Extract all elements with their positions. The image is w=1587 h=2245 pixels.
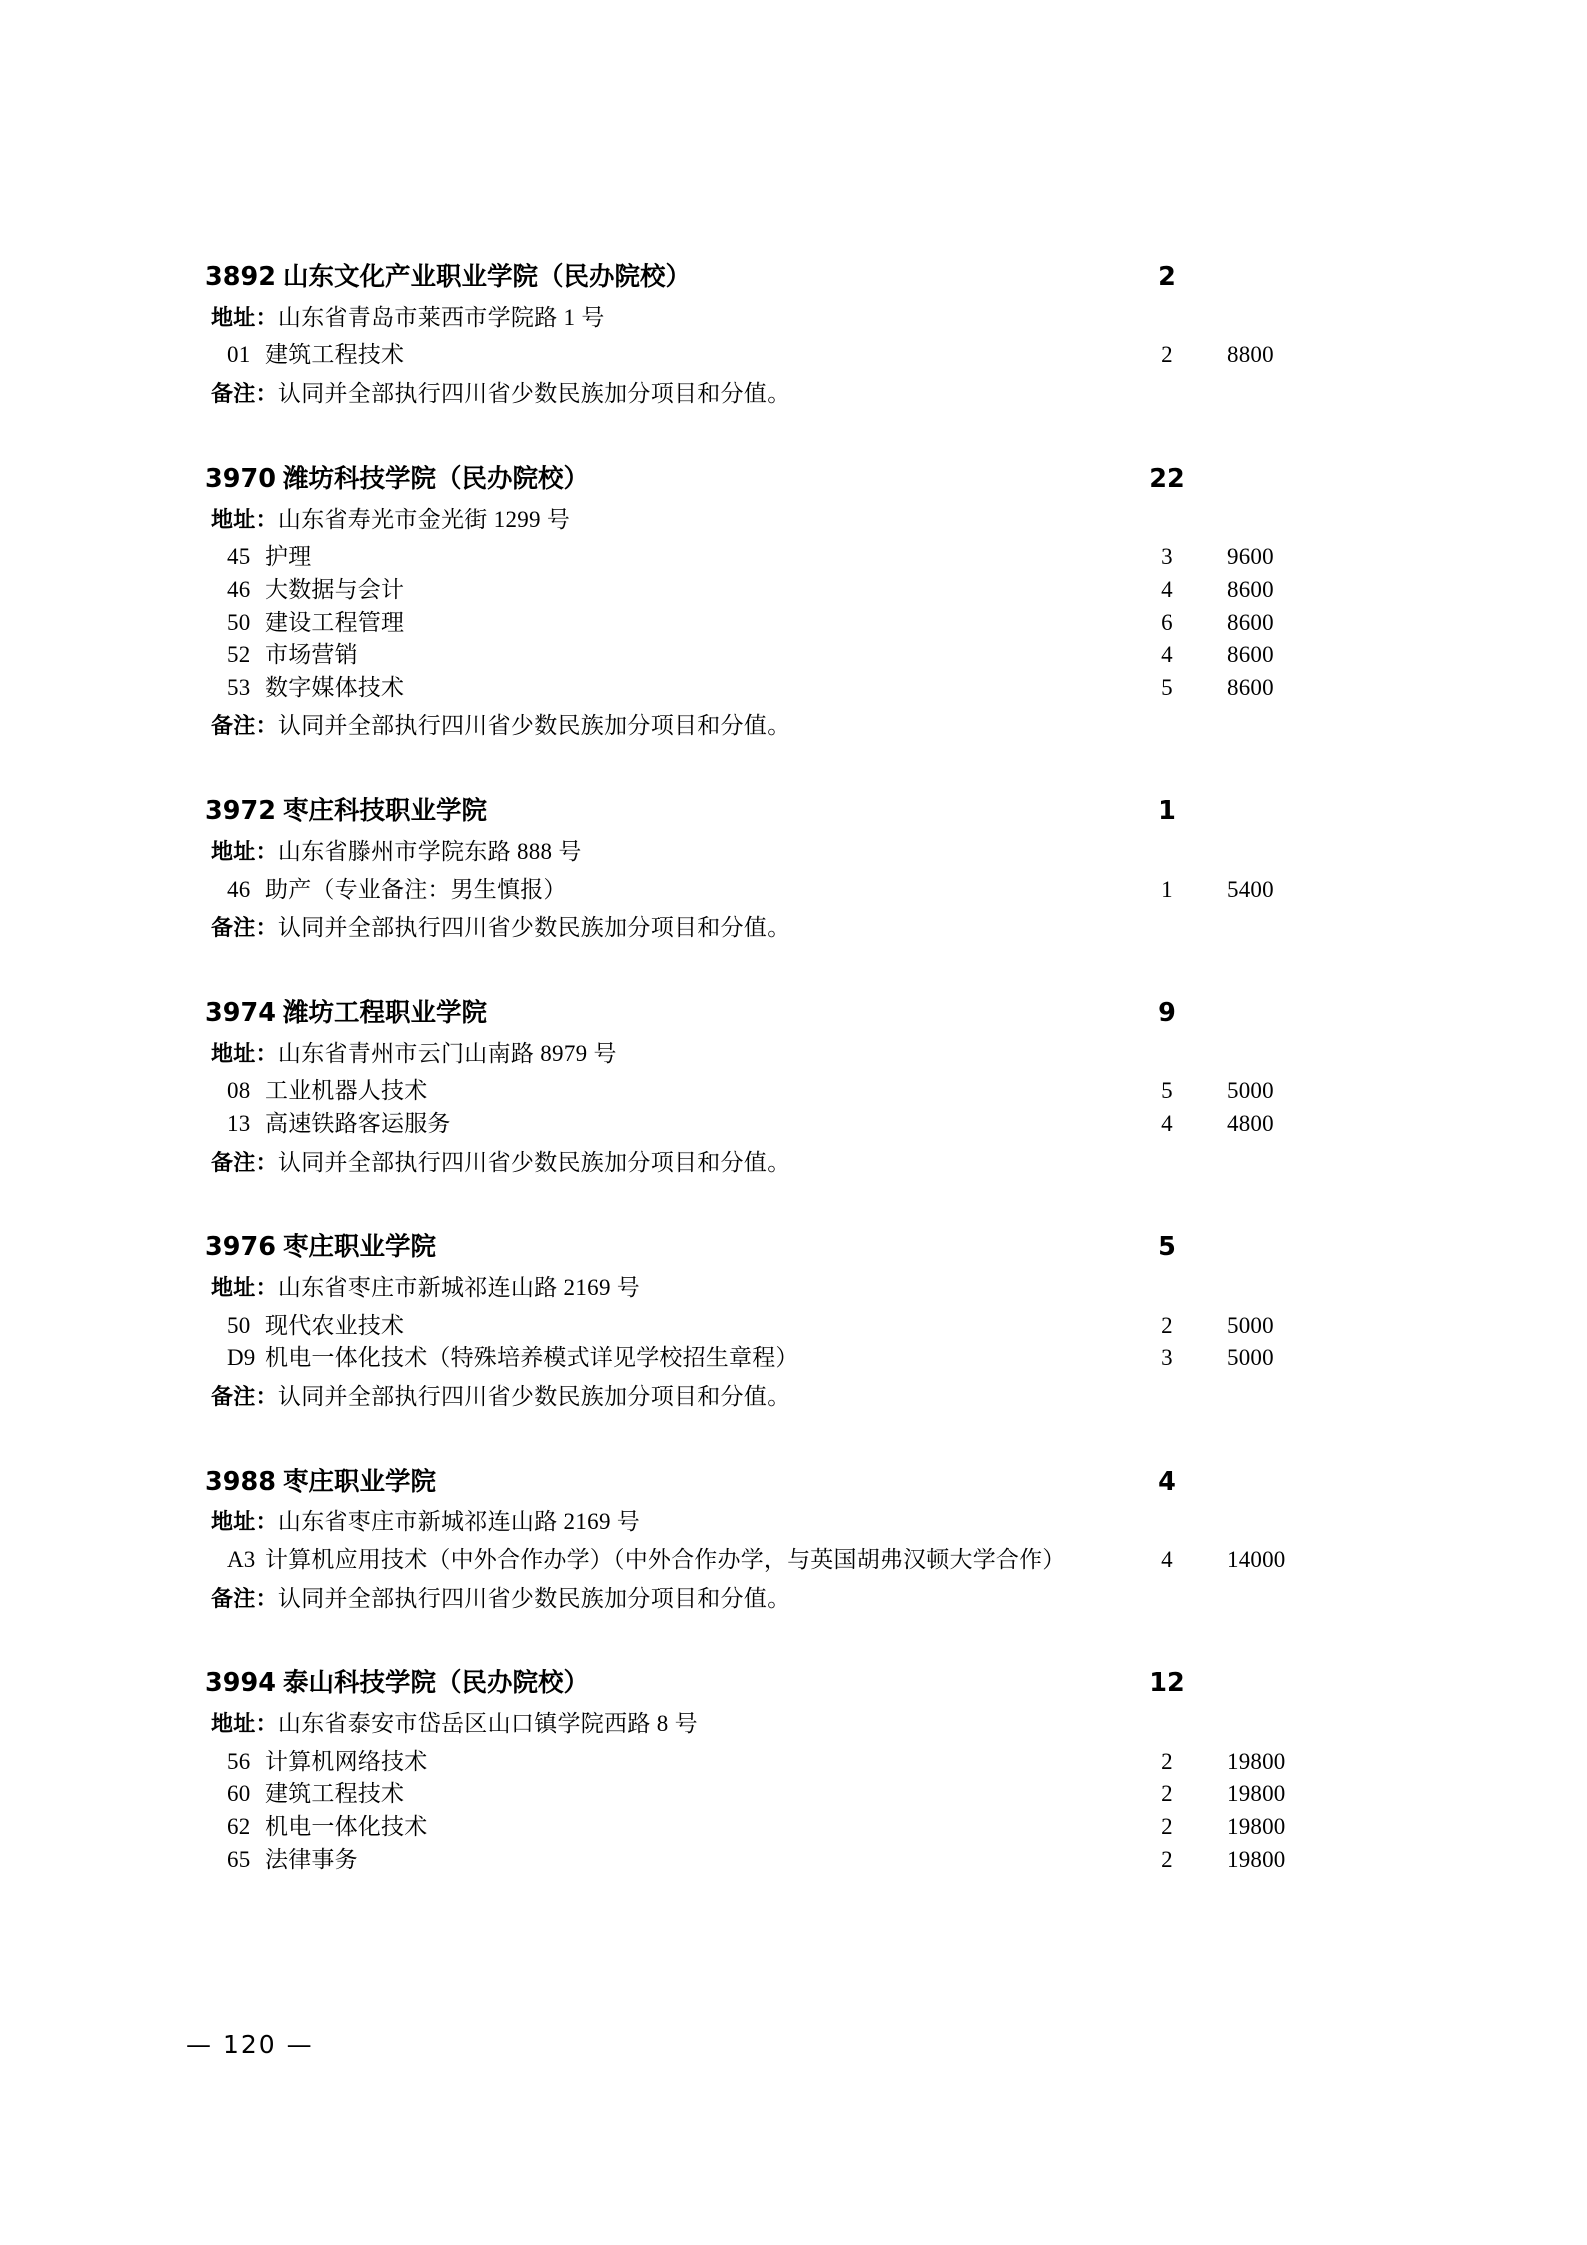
note-label: 备注： <box>211 714 278 740</box>
school-plan-count: 12 <box>1149 1668 1185 1699</box>
school-address <box>211 505 1305 536</box>
school-code: 3976 <box>205 1232 276 1263</box>
major-row <box>205 874 1305 907</box>
note-label: 备注： <box>211 1150 278 1176</box>
major-plan-count: 4 <box>1161 1110 1173 1136</box>
school-name: 泰山科技学院（民办院校） <box>283 1668 590 1699</box>
major-name: 建筑工程技术 <box>265 1781 405 1807</box>
major-plan-count: 6 <box>1161 609 1173 635</box>
major-list <box>205 541 1305 704</box>
major-name: 法律事务 <box>265 1846 358 1872</box>
address-label: 地址： <box>211 1510 278 1536</box>
major-row <box>205 1544 1305 1577</box>
school-plan-count: 9 <box>1158 997 1176 1028</box>
major-name: 数字媒体技术 <box>265 674 405 700</box>
school-plan-count: 22 <box>1149 463 1185 494</box>
address-label: 地址： <box>211 507 278 533</box>
note-value: 认同并全部执行四川省少数民族加分项目和分值。 <box>277 713 791 739</box>
major-row <box>205 339 1305 372</box>
major-name: 护理 <box>265 544 312 570</box>
major-plan-count: 4 <box>1161 1547 1173 1572</box>
major-list <box>205 1310 1305 1375</box>
major-code: 62 <box>227 1814 251 1840</box>
school-name: 枣庄职业学院 <box>283 1466 437 1497</box>
school-address <box>211 1273 1305 1304</box>
school-block <box>205 796 1305 944</box>
address-value: 山东省青岛市莱西市学院路 1 号 <box>277 304 605 330</box>
major-plan-count: 2 <box>1161 1748 1173 1774</box>
school-note <box>211 1382 1305 1413</box>
school-code: 3988 <box>205 1466 276 1497</box>
school-block <box>205 1467 1305 1615</box>
major-plan-count: 3 <box>1161 1345 1173 1371</box>
school-list <box>205 262 1305 1930</box>
major-plan-count: 4 <box>1161 576 1173 602</box>
major-tuition-fee: 19800 <box>1227 1846 1286 1872</box>
major-code: 01 <box>227 342 251 368</box>
address-value: 山东省青州市云门山南路 8979 号 <box>277 1040 617 1066</box>
school-note <box>211 379 1305 410</box>
address-label: 地址： <box>211 1712 278 1738</box>
school-header <box>205 464 1305 496</box>
major-name: 机电一体化技术 <box>265 1814 428 1840</box>
school-code: 3972 <box>205 796 276 827</box>
school-plan-count: 4 <box>1158 1466 1176 1497</box>
note-label: 备注： <box>211 916 278 942</box>
major-name: 大数据与会计 <box>265 576 405 602</box>
school-address <box>211 837 1305 868</box>
school-address <box>211 1507 1305 1538</box>
school-note <box>211 1584 1305 1615</box>
major-name: 工业机器人技术 <box>265 1078 428 1104</box>
school-name: 枣庄科技职业学院 <box>283 796 488 827</box>
major-code: 45 <box>227 544 251 570</box>
major-list <box>205 1746 1305 1877</box>
school-address <box>211 303 1305 334</box>
major-name: 建筑工程技术 <box>265 342 405 368</box>
major-tuition-fee: 14000 <box>1227 1547 1286 1572</box>
major-tuition-fee: 5400 <box>1227 876 1274 902</box>
major-code: 56 <box>227 1748 251 1774</box>
major-name: 计算机网络技术 <box>265 1748 428 1774</box>
school-header <box>205 1668 1305 1700</box>
address-label: 地址： <box>211 839 278 865</box>
major-name: 现代农业技术 <box>265 1312 405 1338</box>
major-code: 50 <box>227 609 251 635</box>
major-name: 市场营销 <box>265 642 358 668</box>
note-label: 备注： <box>211 382 278 408</box>
major-code: 52 <box>227 642 251 668</box>
school-name: 潍坊科技学院（民办院校） <box>283 463 590 494</box>
school-note <box>211 711 1305 742</box>
school-name: 枣庄职业学院 <box>283 1232 437 1263</box>
major-plan-count: 4 <box>1161 642 1173 668</box>
major-plan-count: 2 <box>1161 1781 1173 1807</box>
major-row <box>205 541 1305 574</box>
major-name: 建设工程管理 <box>265 609 405 635</box>
major-tuition-fee: 8600 <box>1227 642 1274 668</box>
major-name: 高速铁路客运服务 <box>265 1110 451 1136</box>
address-value: 山东省寿光市金光街 1299 号 <box>277 506 571 532</box>
major-name: 助产（专业备注：男生慎报） <box>265 876 567 902</box>
major-code: 53 <box>227 674 251 700</box>
school-block <box>205 1668 1305 1876</box>
major-list <box>205 874 1305 907</box>
major-name: 计算机应用技术（中外合作办学）（中外合作办学，与英国胡弗汉顿大学合作） <box>265 1547 1066 1572</box>
major-code: 60 <box>227 1781 251 1807</box>
major-plan-count: 3 <box>1161 544 1173 570</box>
major-row <box>205 1075 1305 1108</box>
major-code: 50 <box>227 1312 251 1338</box>
school-note <box>211 1148 1305 1179</box>
page-number: — 120 — <box>186 2030 314 2059</box>
school-plan-count: 1 <box>1158 796 1176 827</box>
address-label: 地址： <box>211 1041 278 1067</box>
school-code: 3994 <box>205 1668 276 1699</box>
major-tuition-fee: 19800 <box>1227 1814 1286 1840</box>
major-tuition-fee: 8800 <box>1227 342 1274 368</box>
school-code: 3970 <box>205 463 276 494</box>
school-address <box>211 1709 1305 1740</box>
major-row <box>205 639 1305 672</box>
school-block <box>205 1232 1305 1412</box>
school-header <box>205 1467 1305 1499</box>
major-plan-count: 2 <box>1161 342 1173 368</box>
school-name: 潍坊工程职业学院 <box>283 997 488 1028</box>
major-code: 08 <box>227 1078 251 1104</box>
school-code: 3974 <box>205 997 276 1028</box>
note-value: 认同并全部执行四川省少数民族加分项目和分值。 <box>277 1585 791 1611</box>
address-value: 山东省枣庄市新城祁连山路 2169 号 <box>277 1509 641 1535</box>
major-plan-count: 2 <box>1161 1814 1173 1840</box>
major-row <box>205 1746 1305 1779</box>
school-code: 3892 <box>205 262 276 292</box>
major-name: 机电一体化技术（特殊培养模式详见学校招生章程） <box>265 1345 799 1371</box>
address-value: 山东省枣庄市新城祁连山路 2169 号 <box>277 1275 641 1301</box>
major-code: D9 <box>227 1345 256 1371</box>
major-plan-count: 1 <box>1161 876 1173 902</box>
major-row <box>205 1844 1305 1877</box>
school-block <box>205 464 1305 742</box>
major-row <box>205 574 1305 607</box>
major-row <box>205 1811 1305 1844</box>
major-row <box>205 1108 1305 1141</box>
major-tuition-fee: 5000 <box>1227 1345 1274 1371</box>
major-row <box>205 1342 1305 1375</box>
major-plan-count: 5 <box>1161 1078 1173 1104</box>
major-plan-count: 2 <box>1161 1846 1173 1872</box>
note-value: 认同并全部执行四川省少数民族加分项目和分值。 <box>277 915 791 941</box>
note-value: 认同并全部执行四川省少数民族加分项目和分值。 <box>277 1149 791 1175</box>
address-value: 山东省滕州市学院东路 888 号 <box>277 838 582 864</box>
school-header <box>205 796 1305 828</box>
major-tuition-fee: 4800 <box>1227 1110 1274 1136</box>
major-tuition-fee: 19800 <box>1227 1748 1286 1774</box>
major-row <box>205 1778 1305 1811</box>
school-name: 山东文化产业职业学院（民办院校） <box>283 262 692 292</box>
note-label: 备注： <box>211 1384 278 1410</box>
major-tuition-fee: 5000 <box>1227 1078 1274 1104</box>
school-header <box>205 262 1305 294</box>
note-value: 认同并全部执行四川省少数民族加分项目和分值。 <box>277 381 791 407</box>
note-value: 认同并全部执行四川省少数民族加分项目和分值。 <box>277 1383 791 1409</box>
major-code: A3 <box>227 1547 256 1572</box>
major-row <box>205 672 1305 705</box>
address-value: 山东省泰安市岱岳区山口镇学院西路 8 号 <box>277 1711 698 1737</box>
school-note <box>211 913 1305 944</box>
major-code: 13 <box>227 1110 251 1136</box>
school-header <box>205 1232 1305 1264</box>
major-list <box>205 339 1305 372</box>
major-row <box>205 1310 1305 1343</box>
major-plan-count: 2 <box>1161 1312 1173 1338</box>
school-plan-count: 2 <box>1158 262 1176 292</box>
address-label: 地址： <box>211 1276 278 1302</box>
address-label: 地址： <box>211 305 278 331</box>
major-list <box>205 1544 1305 1577</box>
major-list <box>205 1075 1305 1140</box>
school-block <box>205 998 1305 1178</box>
major-code: 65 <box>227 1846 251 1872</box>
major-tuition-fee: 5000 <box>1227 1312 1274 1338</box>
school-block <box>205 262 1305 410</box>
major-code: 46 <box>227 576 251 602</box>
school-header <box>205 998 1305 1030</box>
major-plan-count: 5 <box>1161 674 1173 700</box>
major-tuition-fee: 8600 <box>1227 576 1274 602</box>
major-tuition-fee: 8600 <box>1227 674 1274 700</box>
major-tuition-fee: 8600 <box>1227 609 1274 635</box>
major-code: 46 <box>227 876 251 902</box>
major-tuition-fee: 19800 <box>1227 1781 1286 1807</box>
school-address <box>211 1039 1305 1070</box>
major-row <box>205 607 1305 640</box>
major-tuition-fee: 9600 <box>1227 544 1274 570</box>
note-label: 备注： <box>211 1586 278 1612</box>
school-plan-count: 5 <box>1158 1232 1176 1263</box>
